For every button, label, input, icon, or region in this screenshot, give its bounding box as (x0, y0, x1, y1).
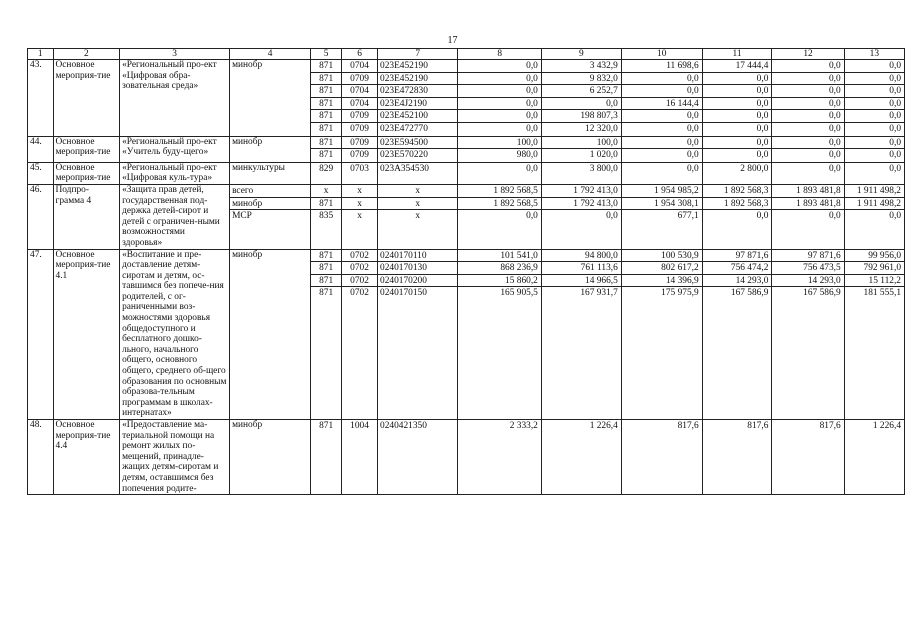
value-cell (342, 249, 378, 420)
value-cell (621, 136, 702, 162)
executor-cell (230, 136, 311, 162)
value: 0,0 (772, 110, 843, 123)
value: 1 892 568,5 (458, 198, 540, 211)
value: 6 252,7 (542, 85, 621, 98)
value: 100 530,9 (622, 250, 702, 263)
value: 0,0 (828, 150, 841, 161)
value: 0709 (350, 123, 369, 134)
value: 15 860,2 (458, 275, 540, 288)
value: 1 792 413,0 (542, 185, 621, 198)
value: 2 333,2 (509, 421, 538, 431)
value: 0,0 (622, 110, 702, 123)
value: 11 698,6 (622, 60, 702, 73)
page-number: 17 (447, 35, 458, 46)
value-cell (621, 162, 702, 184)
value-cell (702, 420, 772, 495)
column-header: 7 (378, 49, 458, 60)
table-row (28, 249, 905, 420)
row-type: Основное мероприя-тие (53, 60, 120, 137)
row-name: «Предоставление ма-териальной помощи на ремонт жилых по-мещений, принадле-жащих детям-сиротам и детям, оставшимся без попечения родите- (120, 420, 230, 495)
value: 9 832,0 (542, 73, 621, 86)
column-header: 1 (28, 49, 54, 60)
value: 0,0 (458, 73, 540, 86)
value: 0704 (342, 85, 377, 98)
value-cell (311, 420, 342, 495)
value: 835 (319, 211, 334, 222)
value: 871 (311, 110, 341, 123)
value: 15 112,2 (845, 275, 904, 288)
value: 0709 (350, 150, 369, 161)
row-type: Основное мероприя-тие 4.4 (53, 420, 120, 495)
value-cell (844, 420, 904, 495)
value: 97 871,6 (703, 250, 772, 263)
value: 1 892 568,5 (458, 185, 540, 198)
value-cell (311, 136, 342, 162)
value-cell (844, 60, 904, 137)
value: 0,0 (756, 150, 769, 161)
value-cell (342, 420, 378, 495)
value: 023E570220 (380, 150, 428, 161)
value-cell (458, 162, 541, 184)
column-header: 12 (772, 49, 844, 60)
table-row (28, 420, 905, 495)
value-cell (311, 249, 342, 420)
value: 871 (311, 275, 341, 288)
value: 0,0 (458, 85, 540, 98)
value: 1 954 308,1 (622, 198, 702, 211)
value: 023E594500 (378, 137, 457, 150)
executor: минобр (232, 136, 263, 147)
value-cell (772, 249, 844, 420)
value: 0240170130 (378, 262, 457, 275)
executor: минобр (232, 60, 263, 70)
value-cell (378, 249, 458, 420)
value: 0,0 (622, 73, 702, 86)
value: 94 800,0 (542, 250, 621, 263)
value: 0,0 (772, 73, 843, 86)
value: 0709 (342, 73, 377, 86)
value: 165 905,5 (500, 288, 538, 299)
executor-cell (230, 162, 311, 184)
column-header: 3 (120, 49, 230, 60)
value: 0,0 (526, 211, 538, 222)
value-cell (702, 136, 772, 162)
value: 1 954 985,2 (622, 185, 702, 198)
value: 0709 (342, 110, 377, 123)
column-header: 2 (53, 49, 120, 60)
value: 0,0 (772, 60, 843, 73)
value-cell (621, 420, 702, 495)
value: 0,0 (703, 98, 772, 111)
value-cell (342, 162, 378, 184)
value: 0,0 (772, 137, 843, 150)
value-cell (311, 60, 342, 137)
value: 871 (319, 421, 334, 431)
executor-cell (230, 420, 311, 495)
value: 2 800,0 (740, 163, 769, 174)
value: 14 293,0 (703, 275, 772, 288)
value: 802 617,2 (622, 262, 702, 275)
value-cell (772, 136, 844, 162)
value: 0,0 (703, 85, 772, 98)
value: 023E472770 (380, 123, 428, 134)
value-cell (844, 136, 904, 162)
budget-table (27, 48, 905, 495)
value: 871 (311, 85, 341, 98)
value: 0,0 (458, 98, 540, 111)
row-number: 43. (28, 60, 54, 137)
value-cell (342, 136, 378, 162)
value: 14 966,5 (542, 275, 621, 288)
column-header: 9 (541, 49, 621, 60)
value: 792 961,0 (845, 262, 904, 275)
value: 0,0 (622, 85, 702, 98)
value: 871 (319, 150, 334, 161)
table-row (28, 184, 905, 249)
value: 0,0 (526, 123, 538, 134)
value: 1 226,4 (589, 421, 618, 431)
value: 871 (311, 73, 341, 86)
value: х (342, 185, 377, 198)
value: 1 911 498,2 (845, 185, 904, 198)
header-row (28, 49, 905, 60)
value: 1 893 481,8 (772, 185, 843, 198)
value: 1 792 413,0 (542, 198, 621, 211)
value: 1 911 498,2 (845, 198, 904, 211)
value: 167 586,9 (730, 288, 769, 299)
row-name: «Региональный про-ект «Цифровая куль-тура» (120, 162, 230, 184)
value-cell (772, 162, 844, 184)
value: 756 474,2 (703, 262, 772, 275)
value: 0,0 (845, 60, 904, 73)
value-cell (772, 184, 844, 249)
value: 0,0 (845, 137, 904, 150)
value: 0240170150 (380, 288, 427, 299)
value-cell (621, 60, 702, 137)
value: 167 931,7 (580, 288, 618, 299)
row-number: 47. (28, 249, 54, 420)
value: 0,0 (606, 211, 618, 222)
value: 0,0 (686, 163, 699, 174)
value: 0,0 (828, 211, 841, 222)
value: 0702 (350, 288, 369, 299)
value: 17 444,4 (703, 60, 772, 73)
row-name: «Региональный про-ект «Учитель буду-щего» (120, 136, 230, 162)
row-number: 46. (28, 184, 54, 249)
value: 0,0 (845, 85, 904, 98)
column-header: 5 (311, 49, 342, 60)
value: 0,0 (703, 73, 772, 86)
value: 0702 (342, 262, 377, 275)
value: 0,0 (845, 73, 904, 86)
value: х (311, 185, 341, 198)
value: 829 (319, 163, 334, 174)
value: 12 320,0 (585, 123, 618, 134)
value: 0,0 (622, 137, 702, 150)
value: 14 396,9 (622, 275, 702, 288)
row-number: 48. (28, 420, 54, 495)
value-cell (458, 184, 541, 249)
value: 871 (319, 123, 334, 134)
value: 0,0 (772, 85, 843, 98)
value: 023E452100 (378, 110, 457, 123)
executor-cell (230, 249, 311, 420)
value-cell (378, 420, 458, 495)
value: 0,0 (686, 123, 699, 134)
value-cell (772, 420, 844, 495)
value: 1 892 568,3 (703, 185, 772, 198)
value: 1 020,0 (589, 150, 618, 161)
executor-cell (230, 184, 311, 249)
value: 0240170110 (378, 250, 457, 263)
value: х (378, 185, 457, 198)
value-cell (844, 162, 904, 184)
row-name: «Защита прав детей, государственная под-держка детей-сирот и детей с ограничен-ными возможностями здоровья» (120, 184, 230, 249)
value-cell (342, 184, 378, 249)
value: 0,0 (845, 110, 904, 123)
value: 0703 (350, 163, 369, 174)
value: 871 (311, 60, 341, 73)
value-cell (458, 136, 541, 162)
value: 1004 (350, 421, 369, 431)
value: 0,0 (458, 110, 540, 123)
value: х (415, 211, 421, 222)
value: 0,0 (828, 123, 841, 134)
value: 0709 (342, 137, 377, 150)
value: 868 236,9 (458, 262, 540, 275)
value: 16 144,4 (622, 98, 702, 111)
value-cell (702, 60, 772, 137)
executor: минобр (232, 249, 263, 260)
row-name: «Воспитание и пре-доставление детям-сиротам и детям, ос-тавшимся без попече-ния родителей, с ог-раниченными воз-можностями здоровья общедоступного и бесплатного дошко-льного, начального общего, основного общего, среднего об-щего образования по основным образова-тельным программам в школах-интернатах» (120, 249, 230, 420)
column-header: 4 (230, 49, 311, 60)
executor: МСР (232, 211, 252, 222)
value-cell (541, 136, 621, 162)
value: 980,0 (516, 150, 538, 161)
value-cell (541, 60, 621, 137)
row-type: Основное мероприя-тие (53, 136, 120, 162)
value-cell (378, 184, 458, 249)
value: 0702 (342, 250, 377, 263)
value-cell (541, 162, 621, 184)
value-cell (702, 184, 772, 249)
value: 023E472830 (378, 85, 457, 98)
value: 871 (311, 262, 341, 275)
value: х (357, 211, 362, 222)
value: 023E4J2190 (378, 98, 457, 111)
value: 1 893 481,8 (772, 198, 843, 211)
value-cell (458, 249, 541, 420)
value: 677,1 (677, 211, 699, 222)
value: 761 113,6 (542, 262, 621, 275)
value: 871 (311, 98, 341, 111)
executor: всего (230, 185, 310, 198)
value-cell (702, 162, 772, 184)
value: 1 226,4 (872, 421, 901, 431)
column-header: 8 (458, 49, 541, 60)
value-cell (772, 60, 844, 137)
table-row (28, 136, 905, 162)
column-header: 10 (621, 49, 702, 60)
value: 871 (311, 137, 341, 150)
value: 0,0 (772, 98, 843, 111)
value-cell (844, 249, 904, 420)
value: 100,0 (458, 137, 540, 150)
executor: минобр (230, 198, 310, 211)
value: 0,0 (542, 98, 621, 111)
value-cell (541, 420, 621, 495)
value: 0702 (342, 275, 377, 288)
value: 0,0 (828, 163, 841, 174)
value: х (378, 198, 457, 211)
row-type: Подпро-грамма 4 (53, 184, 120, 249)
value-cell (541, 249, 621, 420)
value: 14 293,0 (772, 275, 843, 288)
row-type: Основное мероприя-тие (53, 162, 120, 184)
value: 023E452190 (378, 73, 457, 86)
row-number: 45. (28, 162, 54, 184)
value: х (342, 198, 377, 211)
value: 97 871,6 (772, 250, 843, 263)
value: 0,0 (889, 123, 901, 134)
value: 871 (319, 288, 334, 299)
value-cell (378, 162, 458, 184)
value: 0,0 (889, 211, 901, 222)
executor: минобр (232, 420, 263, 430)
value: 0704 (342, 98, 377, 111)
value: 0,0 (889, 163, 901, 174)
value-cell (311, 184, 342, 249)
executor: минкультуры (232, 162, 285, 173)
value: 0,0 (845, 98, 904, 111)
value: 023A354530 (380, 163, 429, 174)
value-cell (844, 184, 904, 249)
executor-cell (230, 60, 311, 137)
value: 0,0 (686, 150, 699, 161)
value: 023E452190 (378, 60, 457, 73)
value-cell (311, 162, 342, 184)
value-cell (378, 60, 458, 137)
value: 101 541,0 (458, 250, 540, 263)
value: 3 800,0 (589, 163, 618, 174)
value: 0704 (342, 60, 377, 73)
value: 175 975,9 (661, 288, 699, 299)
value-cell (541, 184, 621, 249)
value: 871 (311, 198, 341, 211)
value: 0,0 (889, 150, 901, 161)
value: 1 892 568,3 (703, 198, 772, 211)
value-cell (342, 60, 378, 137)
value: 0240421350 (380, 421, 427, 431)
value: 0,0 (756, 211, 769, 222)
row-number: 44. (28, 136, 54, 162)
value-cell (621, 184, 702, 249)
value: 100,0 (542, 137, 621, 150)
value: 817,6 (747, 421, 769, 431)
value: 756 473,5 (772, 262, 843, 275)
value: 198 807,3 (542, 110, 621, 123)
table-row (28, 60, 905, 137)
value: 0,0 (526, 163, 538, 174)
value: 817,6 (819, 421, 841, 431)
column-header: 6 (342, 49, 378, 60)
value-cell (378, 136, 458, 162)
value: 817,6 (677, 421, 699, 431)
value: 3 432,9 (542, 60, 621, 73)
value-cell (458, 60, 541, 137)
value-cell (621, 249, 702, 420)
value: 871 (311, 250, 341, 263)
column-header: 13 (844, 49, 904, 60)
column-header: 11 (702, 49, 772, 60)
value: 0,0 (458, 60, 540, 73)
value-cell (458, 420, 541, 495)
row-name: «Региональный про-ект «Цифровая обра-зовательная среда» (120, 60, 230, 137)
row-type: Основное мероприя-тие 4.1 (53, 249, 120, 420)
table-row (28, 162, 905, 184)
value: 181 555,1 (863, 288, 901, 299)
value: 167 586,9 (803, 288, 841, 299)
value: 99 956,0 (845, 250, 904, 263)
value-cell (702, 249, 772, 420)
value: 0,0 (756, 123, 769, 134)
value: 0,0 (703, 110, 772, 123)
value: 0240170200 (378, 275, 457, 288)
value: 0,0 (703, 137, 772, 150)
